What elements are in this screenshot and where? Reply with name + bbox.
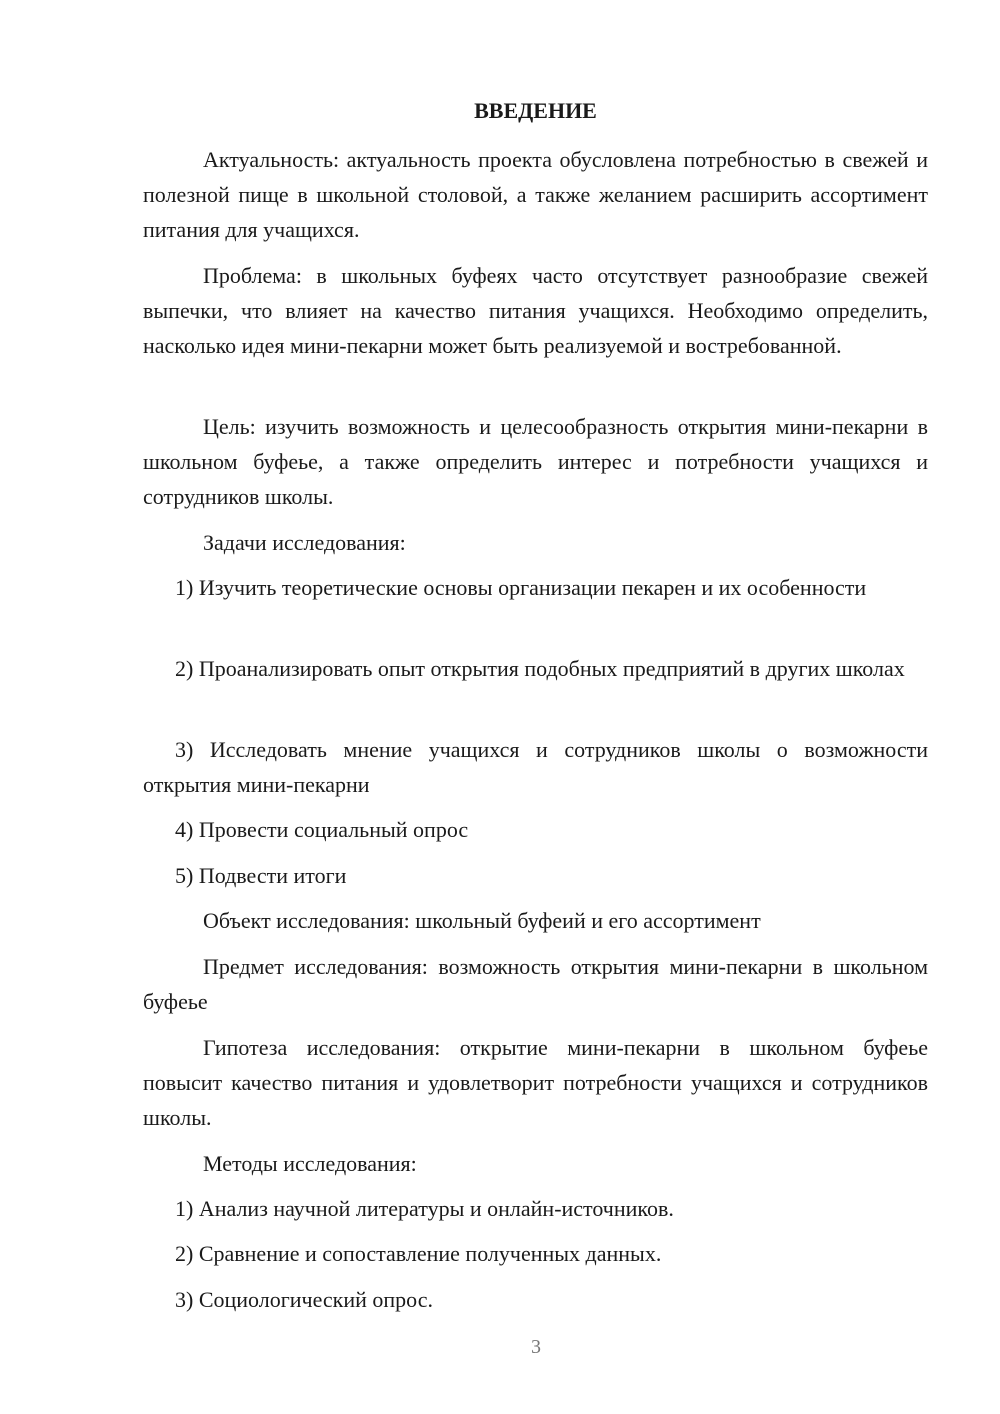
methods-heading: Методы исследования: — [203, 1151, 417, 1176]
method-item: 1) Анализ научной литературы и онлайн-источников. — [175, 1196, 674, 1221]
paragraph-hypothesis: Гипотеза исследования: открытие мини-пекарни в школьном буфеье повысит качество питания и удовлетворит потребности учащихся и сотрудников школы. — [143, 1035, 928, 1130]
method-item: 2) Сравнение и сопоставление полученных данных. — [175, 1241, 662, 1266]
task-item: 2) Проанализировать опыт открытия подобных предприятий в других школах — [175, 656, 905, 681]
paragraph-goal: Цель: изучить возможность и целесообразность открытия мини-пекарни в школьном буфеье, а также определить интерес и потребности учащихся и сотрудников школы. — [143, 414, 928, 509]
paragraph-actuality: Актуальность: актуальность проекта обусловлена потребностью в свежей и полезной пище в школьной столовой, а также желанием расширить ассортимент питания для учащихся. — [143, 147, 928, 242]
task-item: 3) Исследовать мнение учащихся и сотрудников школы о возможности открытия мини-пекарни — [143, 737, 928, 797]
task-item: 1) Изучить теоретические основы организации пекарен и их особенности — [175, 575, 867, 600]
paragraph-problem: Проблема: в школьных буфеях часто отсутствует разнообразие свежей выпечки, что влияет на качество питания учащихся. Необходимо определить, насколько идея мини-пекарни может быть реализуемой и востребованной. — [143, 263, 928, 358]
page-title: ВВЕДЕНИЕ — [474, 98, 597, 123]
task-item: 5) Подвести итоги — [175, 863, 347, 888]
method-item: 3) Социологический опрос. — [175, 1287, 433, 1312]
task-item: 4) Провести социальный опрос — [175, 817, 469, 842]
paragraph-subject: Предмет исследования: возможность открытия мини-пекарни в школьном буфеье — [143, 954, 928, 1014]
tasks-heading: Задачи исследования: — [203, 530, 406, 555]
page-number: 3 — [531, 1336, 541, 1358]
paragraph-object: Объект исследования: школьный буфеий и его ассортимент — [203, 908, 761, 933]
